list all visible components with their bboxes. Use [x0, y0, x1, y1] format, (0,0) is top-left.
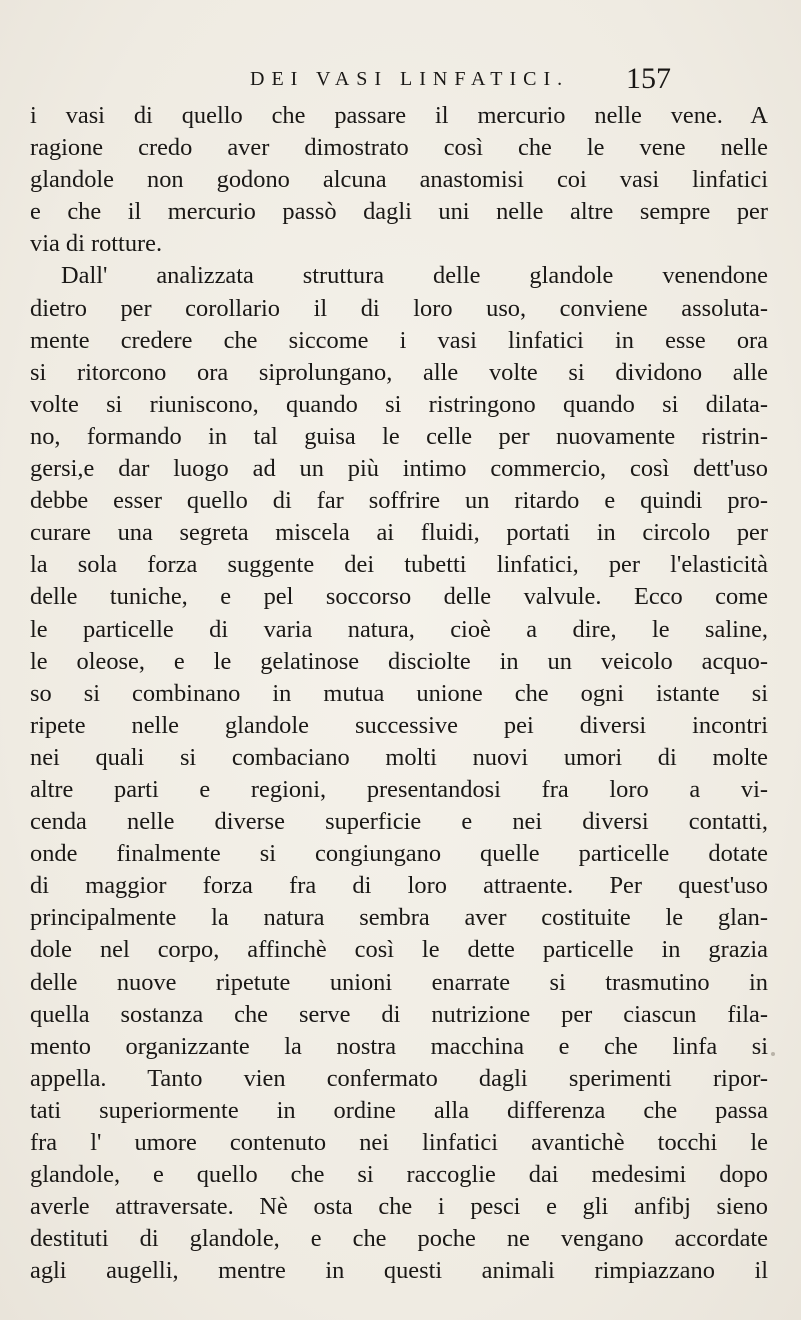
- text-line: ripete nelle glandole successive pei diversi incontri: [30, 711, 768, 739]
- text-line: principalmente la natura sembra aver costituite le glan-: [30, 904, 768, 932]
- text-line: agli augelli, mentre in questi animali rimpiazzano il: [30, 1257, 768, 1285]
- text-line: averle attraversate. Nè osta che i pesci e gli anfibj sieno: [30, 1193, 768, 1221]
- text-line: via di rotture.: [30, 230, 163, 258]
- text-line: mente credere che siccome i vasi linfatici in esse ora: [30, 326, 768, 354]
- text-line: curare una segreta miscela ai fluidi, portati in circolo per: [30, 519, 768, 547]
- body-text: [30, 100, 768, 1287]
- text-line: onde finalmente si congiungano quelle particelle dotate: [30, 840, 768, 868]
- text-line: volte si riuniscono, quando si ristringono quando si dilata-: [30, 390, 768, 418]
- text-line: so si combinano in mutua unione che ogni istante si: [30, 679, 768, 707]
- text-line: glandole, e quello che si raccoglie dai medesimi dopo: [30, 1161, 768, 1189]
- text-line: debbe esser quello di far soffrire un ritardo e quindi pro-: [30, 487, 768, 515]
- text-line: cenda nelle diverse superficie e nei diversi contatti,: [30, 808, 768, 836]
- paper-speck: [771, 1052, 775, 1056]
- text-line: dietro per corollario il di loro uso, conviene assoluta-: [30, 294, 768, 322]
- text-line: si ritorcono ora siprolungano, alle volte si dividono alle: [30, 358, 768, 386]
- text-line: gersi,e dar luogo ad un più intimo commercio, così dett'uso: [30, 455, 768, 483]
- text-line: di maggior forza fra di loro attraente. Per quest'uso: [30, 872, 768, 900]
- text-line: appella. Tanto vien confermato dagli sperimenti ripor-: [30, 1064, 768, 1092]
- text-line: delle tuniche, e pel soccorso delle valvule. Ecco come: [30, 583, 768, 611]
- text-line: mento organizzante la nostra macchina e che linfa si: [30, 1032, 768, 1060]
- text-line: ragione credo aver dimostrato così che le vene nelle: [30, 134, 768, 162]
- text-line: i vasi di quello che passare il mercurio nelle vene. A: [30, 102, 768, 129]
- text-line: fra l' umore contenuto nei linfatici avantichè tocchi le: [30, 1129, 768, 1156]
- text-line: Dall' analizzata struttura delle glandole venendone: [61, 262, 768, 290]
- text-line: quella sostanza che serve di nutrizione per ciascun fila-: [30, 1000, 768, 1028]
- text-line: tati superiormente in ordine alla differenza che passa: [30, 1096, 768, 1124]
- text-line: dole nel corpo, affinchè così le dette particelle in grazia: [30, 936, 768, 964]
- text-line: la sola forza suggente dei tubetti linfatici, per l'elasticità: [30, 551, 768, 579]
- text-line: nei quali si combaciano molti nuovi umori di molte: [30, 743, 768, 771]
- page-number: 157: [626, 62, 671, 95]
- text-line: destituti di glandole, e che poche ne vengano accordate: [30, 1225, 768, 1253]
- text-line: altre parti e regioni, presentandosi fra loro a vi-: [30, 775, 768, 803]
- text-line: delle nuove ripetute unioni enarrate si trasmutino in: [30, 968, 768, 996]
- text-line: e che il mercurio passò dagli uni nelle altre sempre per: [30, 198, 768, 226]
- text-line: le particelle di varia natura, cioè a dire, le saline,: [30, 615, 768, 643]
- text-line: glandole non godono alcuna anastomisi coi vasi linfatici: [30, 166, 768, 194]
- running-head-title: DEI VASI LINFATICI.: [250, 68, 570, 90]
- text-line: no, formando in tal guisa le celle per nuovamente ristrin-: [30, 422, 768, 450]
- running-head: [250, 62, 720, 102]
- text-line: le oleose, e le gelatinose disciolte in un veicolo acquo-: [30, 647, 768, 675]
